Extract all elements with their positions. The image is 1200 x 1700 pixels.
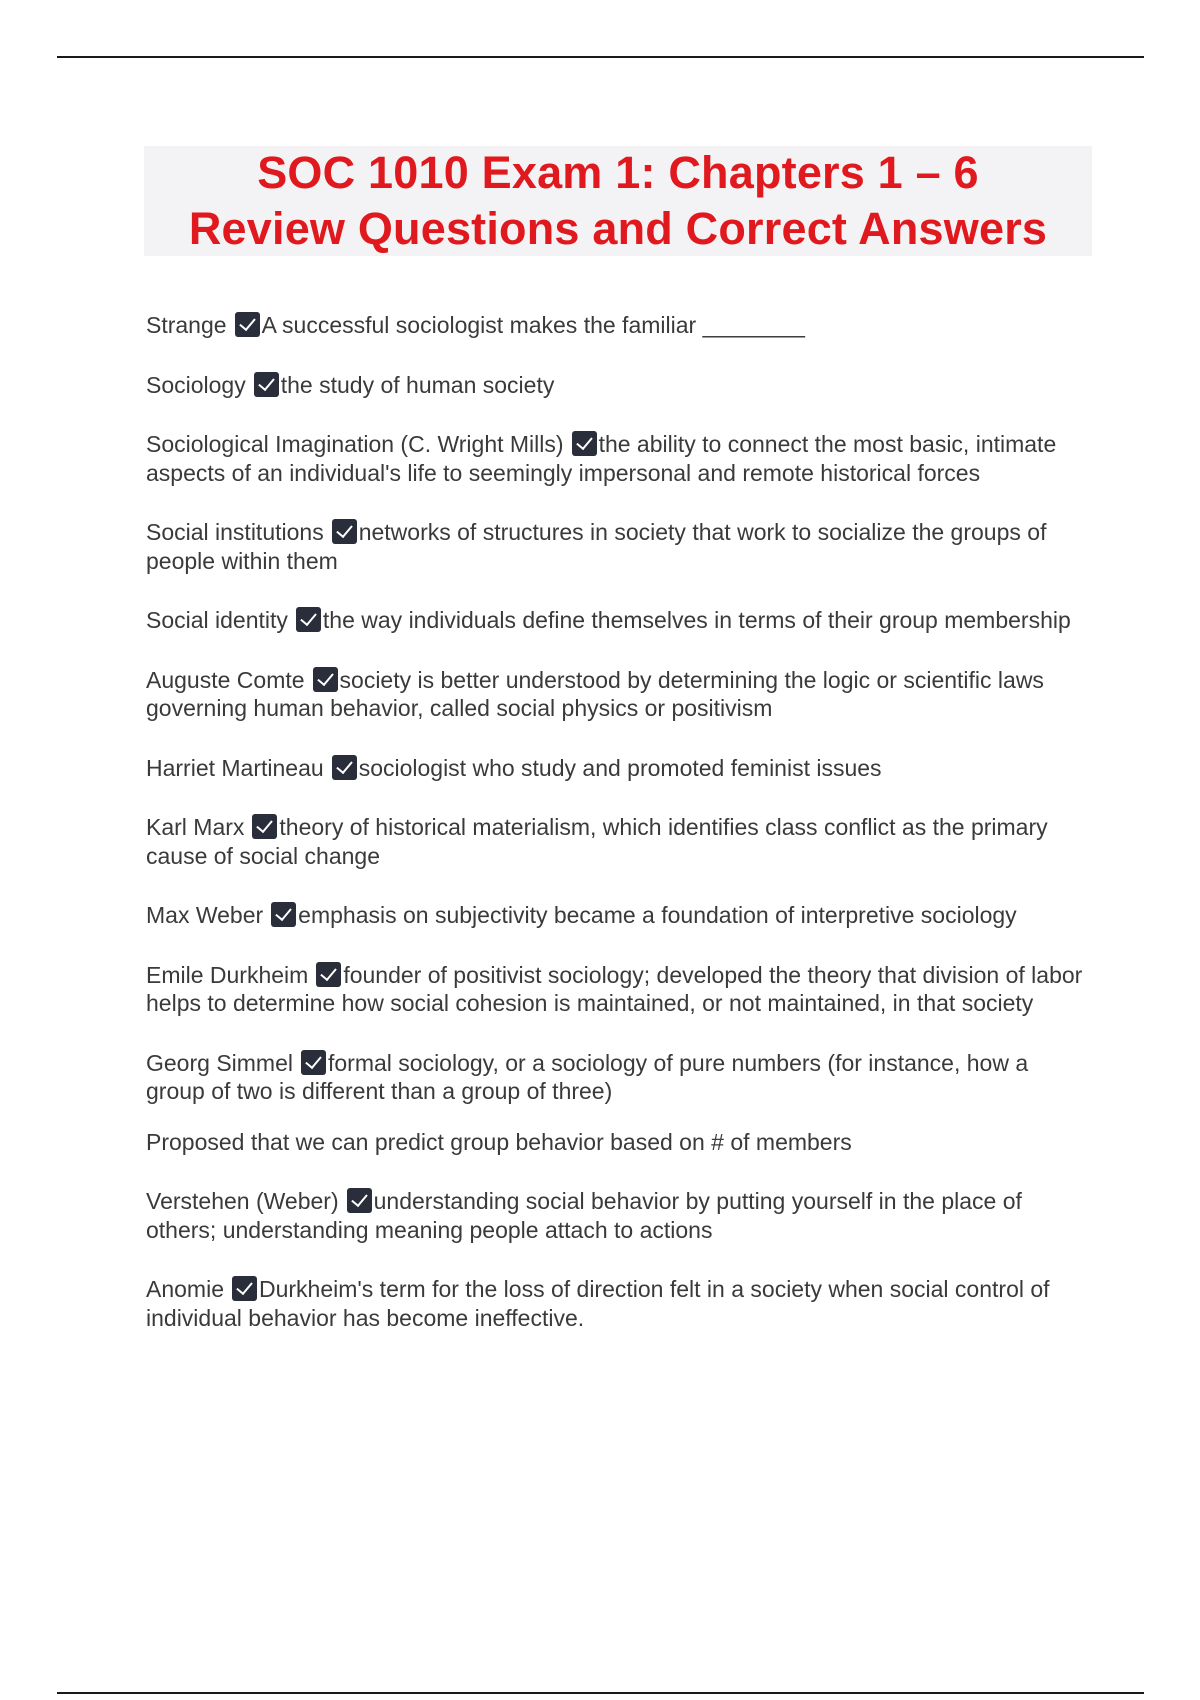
qa-entry <box>146 813 1086 870</box>
entry-definition: theory of historical materialism, which identifies class conflict as the primary cause of social change <box>146 814 1048 869</box>
entry-definition: founder of positivist sociology; developed the theory that division of labor helps to determine how social cohesion is maintained, or not maintained, in that society <box>146 961 1083 1016</box>
entry-term: Verstehen (Weber) <box>146 1188 339 1214</box>
qa-entry <box>146 961 1086 1018</box>
qa-entry <box>146 518 1086 575</box>
checkbox-checked-icon <box>235 312 260 337</box>
entry-term: Emile Durkheim <box>146 961 309 988</box>
qa-entry <box>146 371 1086 400</box>
qa-entry <box>146 901 1086 930</box>
entry-definition: Durkheim's term for the loss of direction felt in a society when social control of individual behavior has become ineffective. <box>146 1276 1050 1331</box>
checkbox-checked-icon <box>252 814 277 839</box>
checkbox-checked-icon <box>316 962 341 987</box>
checkbox-checked-icon <box>332 519 357 544</box>
checkbox-checked-icon <box>271 902 296 927</box>
entry-term: Social identity <box>146 607 288 633</box>
qa-entry <box>146 1275 1086 1332</box>
checkbox-checked-icon <box>254 372 279 397</box>
entry-definition: A successful sociologist makes the familiar ________ <box>261 312 805 338</box>
qa-entry <box>146 666 1086 723</box>
entry-term: Anomie <box>146 1276 224 1302</box>
qa-entry <box>146 430 1086 487</box>
qa-entry <box>146 1187 1086 1244</box>
entry-definition: the way individuals define themselves in terms of their group membership <box>322 607 1071 633</box>
document-title-line-1: SOC 1010 Exam 1: Chapters 1 – 6 <box>257 147 979 198</box>
entry-definition: formal sociology, or a sociology of pure numbers (for instance, how a group of two is different than a group of three) <box>146 1049 1029 1104</box>
note-paragraph: Proposed that we can predict group behavior based on # of members <box>146 1128 852 1155</box>
title-box <box>144 146 1092 256</box>
checkbox-checked-icon <box>232 1276 257 1301</box>
entry-definition: the study of human society <box>280 371 555 398</box>
qa-entry <box>146 311 1086 340</box>
entry-definition: society is better understood by determining the logic or scientific laws governing human behavior, called social physics or positivism <box>146 666 1044 721</box>
qa-entry <box>146 754 1086 783</box>
checkbox-checked-icon <box>296 607 321 632</box>
entry-definition: emphasis on subjectivity became a foundation of interpretive sociology <box>298 902 1017 928</box>
qa-entry <box>146 606 1086 635</box>
entry-term: Harriet Martineau <box>146 754 324 781</box>
bottom-rule <box>57 1692 1144 1694</box>
entry-definition: sociologist who study and promoted feminist issues <box>358 754 882 781</box>
entry-term: Strange <box>146 312 227 338</box>
entry-term: Max Weber <box>146 902 264 928</box>
checkbox-checked-icon <box>572 431 597 456</box>
checkbox-checked-icon <box>347 1188 372 1213</box>
qa-entry <box>146 1049 1086 1106</box>
checkbox-checked-icon <box>332 755 357 780</box>
qa-list <box>146 311 1086 1363</box>
entry-definition: understanding social behavior by putting yourself in the place of others; understanding meaning people attach to actions <box>146 1188 1022 1243</box>
checkbox-checked-icon <box>301 1050 326 1075</box>
entry-term: Sociology <box>146 371 246 398</box>
top-rule <box>57 56 1144 58</box>
entry-term: Social institutions <box>146 519 324 545</box>
entry-term: Karl Marx <box>146 814 245 840</box>
entry-definition: networks of structures in society that work to socialize the groups of people within them <box>146 519 1047 574</box>
entry-term: Auguste Comte <box>146 666 305 693</box>
entry-term: Sociological Imagination (C. Wright Mills) <box>146 431 564 457</box>
entry-term: Georg Simmel <box>146 1049 293 1076</box>
checkbox-checked-icon <box>313 667 338 692</box>
document-title-line-2: Review Questions and Correct Answers <box>188 203 1048 254</box>
entry-definition: the ability to connect the most basic, intimate aspects of an individual's life to seemingly impersonal and remote historical forces <box>146 431 1057 486</box>
